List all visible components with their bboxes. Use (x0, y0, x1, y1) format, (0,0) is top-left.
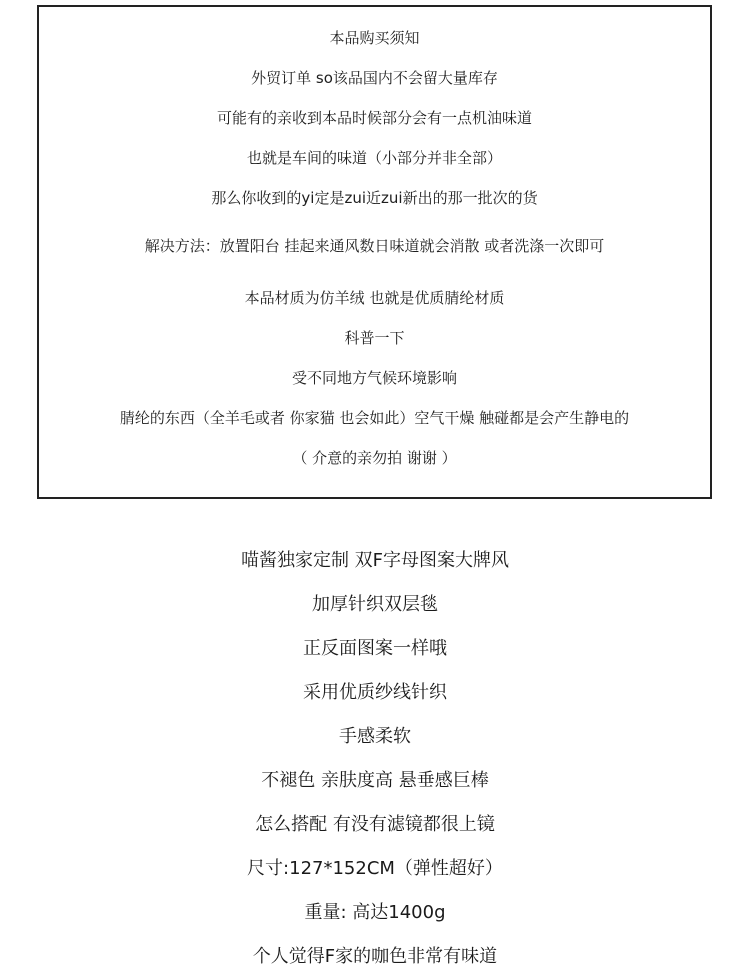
description-line: 手感柔软 (339, 726, 411, 747)
notice-line: 那么你收到的yi定是zui近zui新出的那一批次的货 (211, 189, 538, 207)
description-line: 喵酱独家定制 双F字母图案大牌风 (240, 550, 510, 571)
purchase-notice-box (37, 5, 712, 499)
notice-line: 解决方法：放置阳台 挂起来通风数日味道就会消散 或者洗涤一次即可 (144, 237, 605, 255)
description-line: 不褪色 亲肤度高 悬垂感巨棒 (261, 770, 489, 791)
description-line: 加厚针织双层毯 (312, 594, 438, 615)
description-line: 尺寸:127*152CM（弹性超好） (247, 858, 503, 879)
description-line: 怎么搭配 有没有滤镜都很上镜 (255, 814, 495, 835)
notice-line: 受不同地方气候环境影响 (291, 369, 457, 387)
description-line: 个人觉得F家的咖色非常有味道 (252, 946, 498, 967)
notice-line: 腈纶的东西（全羊毛或者 你家猫 也会如此）空气干燥 触碰都是会产生静电的 (119, 409, 630, 427)
notice-line: （ 介意的亲勿拍 谢谢 ） (292, 449, 457, 467)
notice-line: 科普一下 (344, 329, 405, 347)
notice-line: 可能有的亲收到本品时候部分会有一点机油味道 (216, 109, 532, 127)
notice-line: 也就是车间的味道（小部分并非全部） (246, 149, 502, 167)
description-line: 采用优质纱线针织 (303, 682, 447, 703)
notice-line: 本品材质为仿羊绒 也就是优质腈纶材质 (244, 289, 505, 307)
description-line: 正反面图案一样哦 (303, 638, 447, 659)
description-line: 重量: 高达1400g (304, 902, 446, 923)
notice-line: 外贸订单 so该品国内不会留大量库存 (251, 69, 498, 87)
notice-title: 本品购买须知 (329, 29, 420, 47)
